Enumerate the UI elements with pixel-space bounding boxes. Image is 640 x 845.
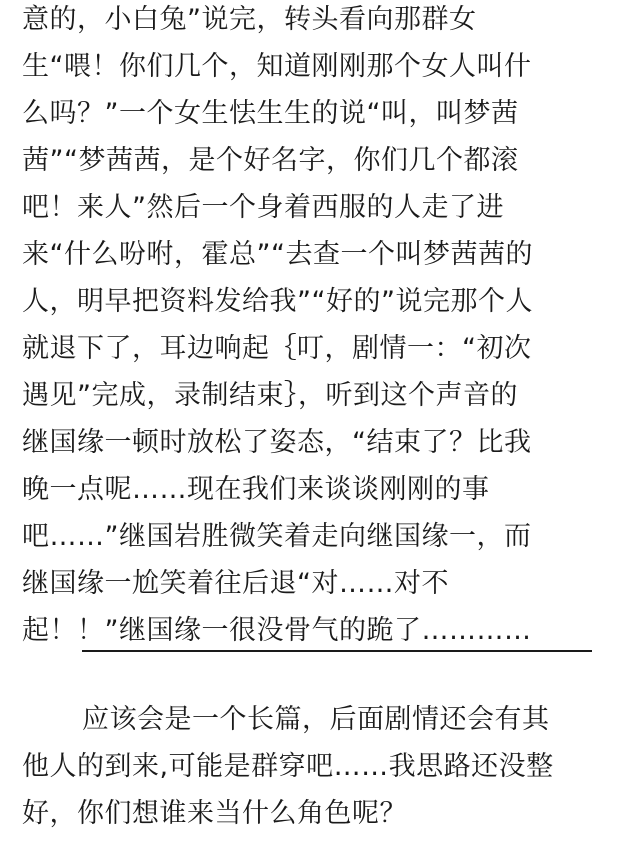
author-note-line: 好，你们想谁来当什么角色呢？ — [22, 798, 407, 829]
story-line: 吧……”继国岩胜微笑着走向继国缘一，而 — [22, 521, 532, 552]
story-line: 来“什么吩咐，霍总”“去查一个叫梦茜茜的 — [22, 239, 533, 270]
story-line: 晚一点呢……现在我们来谈谈刚刚的事 — [22, 474, 490, 505]
story-line: 么吗？”一个女生怯生生的说“叫，叫梦茜 — [22, 98, 519, 129]
story-line: 人，明早把资料发给我”“好的”说完那个人 — [22, 286, 533, 317]
story-line: 意的，小白兔”说完，转头看向那群女 — [22, 4, 477, 35]
section-divider — [82, 650, 592, 652]
story-line: 茜”“梦茜茜，是个好名字，你们几个都滚 — [22, 145, 519, 176]
story-line: 继国缘一顿时放松了姿态，“结束了？比我 — [22, 427, 532, 458]
story-line: 遇见”完成，录制结束｝，听到这个声音的 — [22, 380, 518, 411]
story-line: 就退下了，耳边响起｛叮，剧情一：“初次 — [22, 333, 532, 364]
story-line: 吧！来人”然后一个身着西服的人走了进 — [22, 192, 504, 223]
story-line: 起！！”继国缘一很没骨气的跪了………… — [22, 615, 532, 646]
story-line: 生“喂！你们几个，知道刚刚那个女人叫什 — [22, 51, 532, 82]
story-line: 继国缘一尬笑着往后退“对……对不 — [22, 568, 449, 599]
author-note-line: 应该会是一个长篇，后面剧情还会有其 — [82, 704, 550, 735]
author-note-line: 他人的到来,可能是群穿吧……我思路还没整 — [22, 751, 554, 782]
